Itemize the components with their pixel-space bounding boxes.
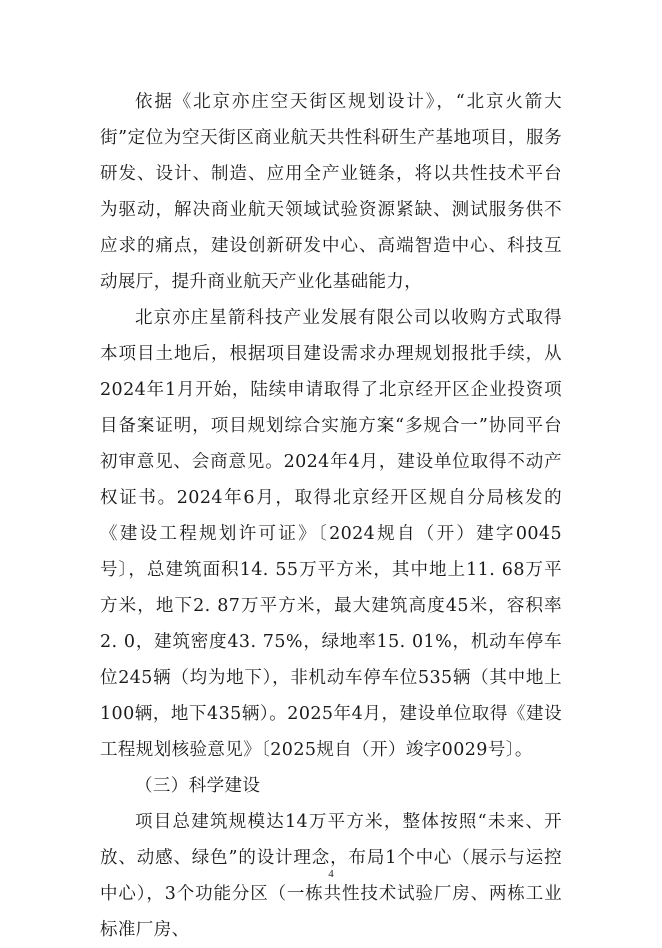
page-number: 4 — [328, 868, 334, 880]
section-heading-scientific-construction: （三）科学建设 — [135, 776, 261, 796]
paragraph-plan-basis: 依据《北京亦庄空天街区规划设计》，“北京火箭大街”定位为空天街区商业航天共性科研生产基地项目，服务研发、设计、制造、应用全产业链条，将以共性技术平台为驱动，解决商业航天领域试验资源紧缺、测试服务供不应求的痛点，建设创新研发中心、高端智造中心、科技互动展厅，提升商业航天产业化基础能力， — [100, 92, 562, 292]
paragraph-approval-process: 北京亦庄星箭科技产业发展有限公司以收购方式取得本项目土地后，根据项目建设需求办理规划报批手续，从2024年1月开始，陆续申请取得了北京经开区企业投资项目备案证明，项目规划综合实施方案“多规合一”协同平台初审意见、会商意见。2024年4月，建设单位取得不动产权证书。2024年6月，取得北京经开区规自分局核发的《建设工程规划许可证》〔2024规自（开）建字0045号〕，总建筑面积14. 55万平方米，其中地上11. 68万平方米，地下2. 87万平方米，最大建筑高度45米，容积率2. 0，建筑密度43. 75%，绿地率15. 01%，机动车停车位245辆（均为地下），非机动车停车位535辆（其中地上100辆，地下435辆）。2025年4月，建设单位取得《建设工程规划核验意见》〔2025规自（开）竣字0029号〕。 — [100, 308, 562, 760]
document-body — [100, 84, 562, 948]
paragraph-construction-scale: 项目总建筑规模达14万平方米，整体按照“未来、开放、动感、绿色”的设计理念，布局1个中心（展示与运控中心），3个功能分区（一栋共性技术试验厂房、两栋工业标准厂房、 — [100, 812, 562, 940]
